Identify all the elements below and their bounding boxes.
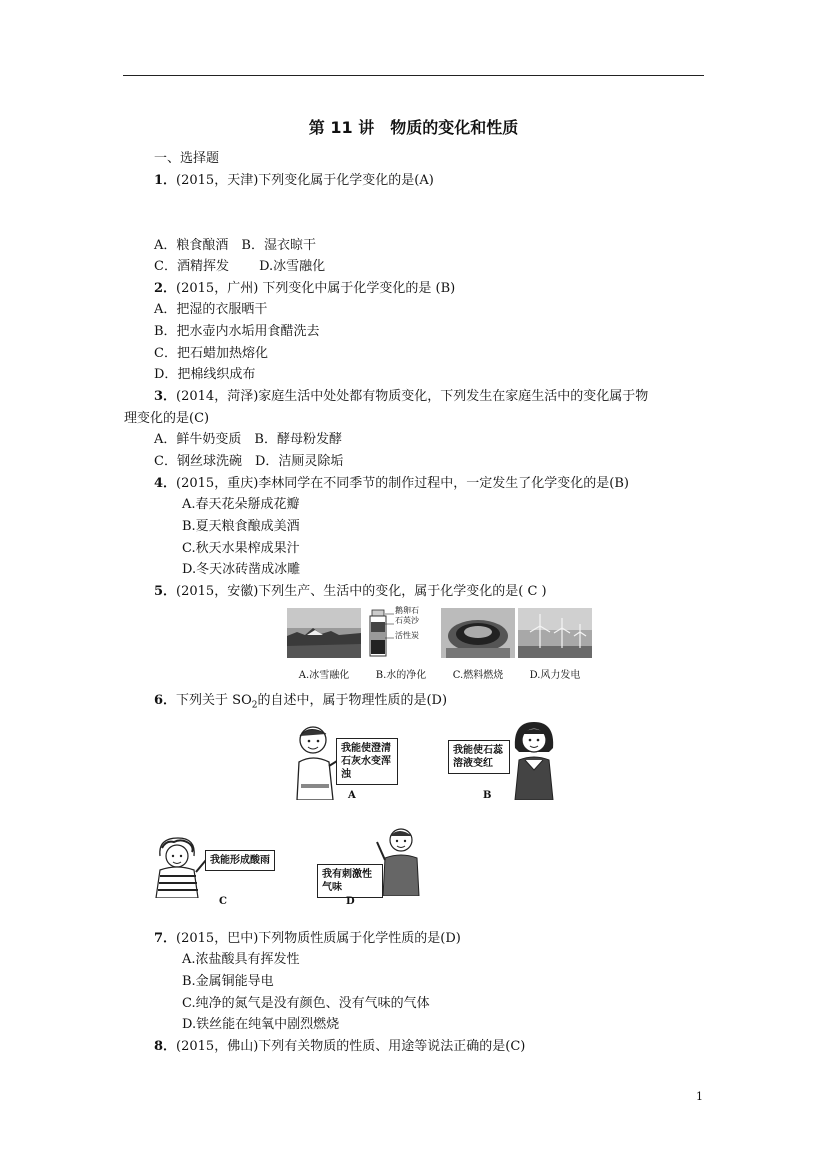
- page-number: 1: [696, 1090, 703, 1103]
- figure-letter-d: D: [346, 896, 355, 907]
- option-line: C.秋天水果榨成果汁: [182, 541, 300, 556]
- option-line: A．把湿的衣服晒干: [154, 302, 268, 317]
- question-stem: (2014，菏泽)家庭生活中处处都有物质变化，下列发生在家庭生活中的变化属于物: [176, 389, 649, 404]
- question-number: 4．: [154, 476, 177, 491]
- option-line: A.春天花朵掰成花瓣: [182, 497, 300, 512]
- caption-d: D.风力发电: [529, 670, 581, 681]
- filter-label: 鹅卵石: [395, 606, 419, 615]
- option-line: D.冬天冰砖凿成冰雕: [182, 562, 301, 577]
- option-line: C．把石蜡加热熔化: [154, 346, 268, 361]
- option-line: C.纯净的氮气是没有颜色、没有气味的气体: [182, 996, 430, 1011]
- speech-bubble-d: 我有刺激性气味: [317, 864, 383, 898]
- question-number: 8．: [154, 1039, 177, 1054]
- caption-b: B.水的净化: [375, 670, 427, 681]
- page-title: 第 11 讲 物质的变化和性质: [308, 118, 519, 137]
- woman-figure-c: [152, 836, 210, 898]
- question-stem: (2015，安徽)下列生产、生活中的变化，属于化学变化的是( C ): [176, 584, 547, 599]
- option-line: D．把棉线织成布: [154, 367, 256, 382]
- option-line: A.浓盐酸具有挥发性: [182, 952, 300, 967]
- figure-letter-b: B: [483, 790, 492, 801]
- option-line: C．钢丝球洗碗 D．洁厕灵除垢: [154, 454, 344, 469]
- question-8: [154, 1035, 525, 1054]
- filter-label: 活性炭: [395, 631, 419, 640]
- option-line: B.金属铜能导电: [182, 974, 274, 989]
- fuel-burning-photo: [441, 608, 515, 658]
- speech-bubble-b: 我能使石蕊溶液变红: [448, 740, 510, 774]
- question-7: [154, 927, 461, 946]
- question-5: [154, 580, 547, 599]
- question-stem: 下列关于 SO: [176, 693, 252, 708]
- option-line: C．酒精挥发 D.冰雪融化: [154, 259, 326, 274]
- option-line: A．鲜牛奶变质 B．酵母粉发酵: [154, 432, 342, 447]
- question-stem: (2015，巴中)下列物质性质属于化学性质的是(D): [176, 931, 461, 946]
- question-stem: (2015，天津)下列变化属于化学变化的是(A): [176, 173, 434, 188]
- header-rule: [123, 75, 704, 76]
- question-stem-continued: 理变化的是(C): [124, 411, 210, 426]
- option-line: A．粮食酿酒 B．湿衣晾干: [154, 238, 316, 253]
- question-4: [154, 472, 629, 491]
- speech-bubble-a: 我能使澄清石灰水变浑浊: [336, 738, 398, 785]
- girl-figure-b: [507, 718, 561, 800]
- subscript: 2: [251, 700, 258, 711]
- boy-figure-d: [375, 826, 425, 896]
- option-line: D.铁丝能在纯氧中剧烈燃烧: [182, 1017, 340, 1032]
- question-number: 7．: [154, 931, 177, 946]
- question-number: 2．: [154, 281, 177, 296]
- question-stem: 的自述中，属于物理性质的是(D): [257, 693, 448, 708]
- question-number: 5．: [154, 584, 177, 599]
- speech-bubble-c: 我能形成酸雨: [205, 850, 275, 871]
- question-1: [154, 169, 434, 188]
- section-heading: 一、选择题: [154, 151, 220, 166]
- option-line: B．把水壶内水垢用食醋洗去: [154, 324, 320, 339]
- filter-label: 石英沙: [395, 616, 419, 625]
- figure-letter-a: A: [348, 790, 356, 801]
- question-3: [154, 385, 648, 404]
- wind-power-photo: [518, 608, 592, 658]
- question-number: 1．: [154, 173, 177, 188]
- question-2: [154, 277, 455, 296]
- question-stem: (2015，广州) 下列变化中属于化学变化的是 (B): [176, 281, 456, 296]
- question-number: 3．: [154, 389, 177, 404]
- question-stem: (2015，重庆)李林同学在不同季节的制作过程中，一定发生了化学变化的是(B): [176, 476, 629, 491]
- question-stem: (2015，佛山)下列有关物质的性质、用途等说法正确的是(C): [176, 1039, 526, 1054]
- ice-melting-photo: [287, 608, 361, 658]
- caption-c: C.燃料燃烧: [452, 670, 504, 681]
- caption-a: A.冰雪融化: [298, 670, 350, 681]
- question-6: [154, 689, 447, 711]
- figure-letter-c: C: [219, 896, 227, 907]
- question-number: 6．: [154, 693, 177, 708]
- option-line: B.夏天粮食酿成美酒: [182, 519, 300, 534]
